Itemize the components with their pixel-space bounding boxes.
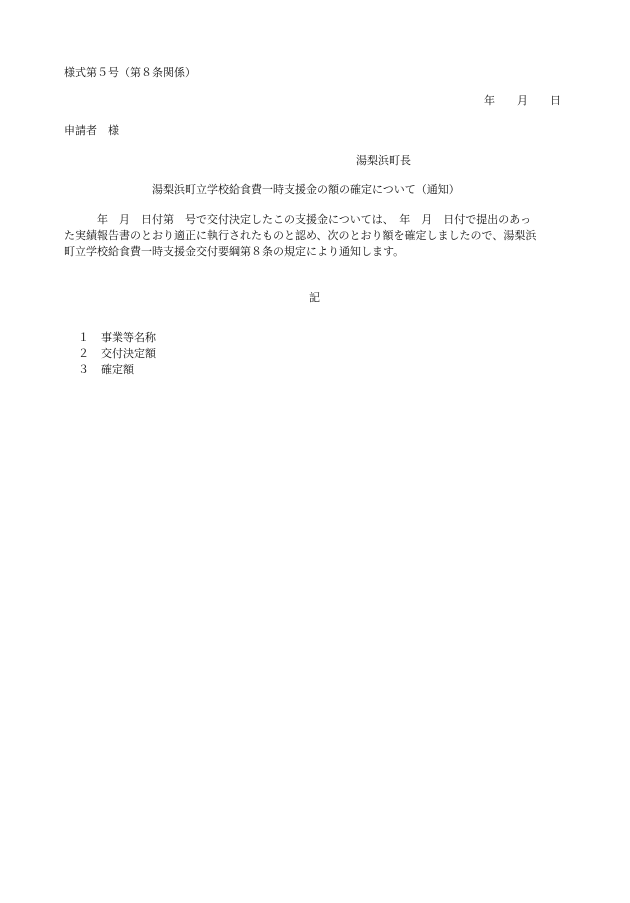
item-number: ２ xyxy=(78,347,89,360)
item-number: ３ xyxy=(78,363,89,376)
ki-heading: 記 xyxy=(309,291,320,304)
issuer-line: 湯梨浜町長 xyxy=(356,154,411,167)
form-number: 様式第５号（第８条関係） xyxy=(64,66,196,79)
item-label: 交付決定額 xyxy=(101,347,156,360)
body-line: た実績報告書のとおり適正に執行されたものと認め、次のとおり額を確定しましたので、湯梨浜 xyxy=(64,229,537,242)
list-item xyxy=(64,353,134,386)
applicant-line: 申請者 様 xyxy=(64,124,119,137)
item-label: 確定額 xyxy=(101,363,134,376)
body-line: 年 月 日付第 号で交付決定したこの支援金については、 年 月 日付で提出のあっ xyxy=(64,213,532,226)
item-number: １ xyxy=(78,331,89,344)
date-line: 年 月 日 xyxy=(484,94,561,107)
item-label: 事業等名称 xyxy=(101,331,156,344)
body-line: 町立学校給食費一時支援金交付要綱第８条の規定により通知します。 xyxy=(64,245,405,258)
document-title: 湯梨浜町立学校給食費一時支援金の額の確定について（通知） xyxy=(152,183,460,196)
